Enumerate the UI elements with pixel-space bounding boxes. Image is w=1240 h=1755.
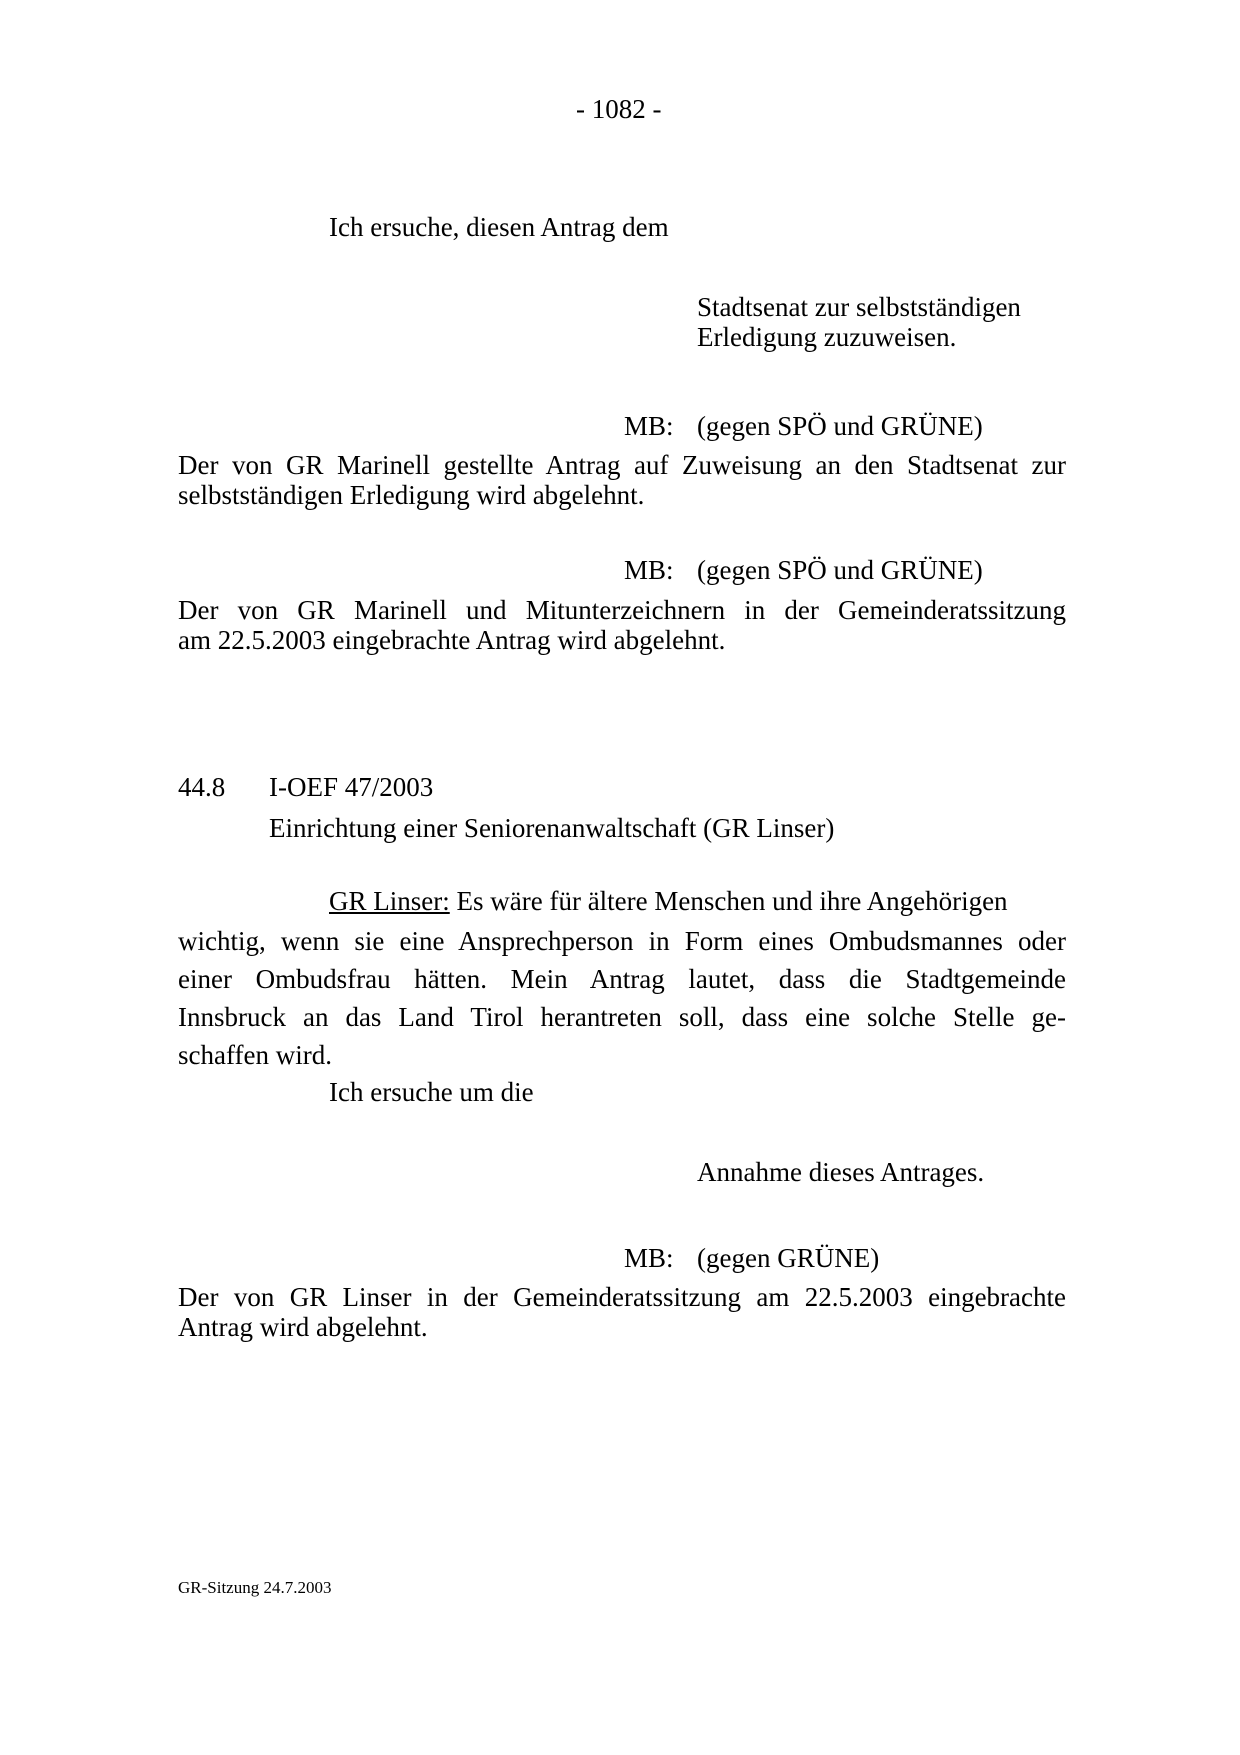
- request-intro-2: Ich ersuche um die: [329, 1077, 534, 1107]
- mb-value-2: (gegen SPÖ und GRÜNE): [697, 555, 983, 585]
- mb-label-1: MB:: [624, 411, 674, 441]
- mb-value-1: (gegen SPÖ und GRÜNE): [697, 411, 983, 441]
- speech-line-5: schaffen wird.: [178, 1040, 332, 1070]
- mb-value-3: (gegen GRÜNE): [697, 1243, 880, 1273]
- resolution-3: [178, 1282, 1066, 1342]
- mb-label-3: MB:: [624, 1243, 674, 1273]
- resolution-3-line-2: Antrag wird abgelehnt.: [178, 1312, 428, 1342]
- speech-line-3: einer Ombudsfrau hätten. Mein Antrag lautet, dass die Stadtgemeinde: [178, 964, 1066, 994]
- mb-label-2: MB:: [624, 555, 674, 585]
- speaker-name: GR Linser:: [329, 886, 450, 916]
- request-text-2: Annahme dieses Antrages.: [697, 1157, 985, 1187]
- resolution-2-line-1: Der von GR Marinell und Mitunterzeichnern in der Gemeinderatssitzung: [178, 595, 1066, 625]
- resolution-1-line-1: Der von GR Marinell gestellte Antrag auf Zuweisung an den Stadtsenat zur: [178, 450, 1066, 480]
- speech-line-4: Innsbruck an das Land Tirol herantreten soll, dass eine solche Stelle ge-: [178, 1002, 1066, 1032]
- footer-session-date: GR-Sitzung 24.7.2003: [178, 1578, 332, 1597]
- speech-body: [178, 922, 1066, 1074]
- speech-first-line: [329, 886, 1008, 916]
- resolution-2-line-2: am 22.5.2003 eingebrachte Antrag wird abgelehnt.: [178, 625, 726, 655]
- resolution-1: [178, 450, 1066, 510]
- page-number: - 1082 -: [576, 94, 662, 124]
- resolution-1-line-2: selbstständigen Erledigung wird abgelehnt.: [178, 480, 645, 510]
- item-number: 44.8: [178, 772, 226, 802]
- request-text-1b: Erledigung zuzuweisen.: [697, 322, 957, 352]
- resolution-2: [178, 595, 1066, 655]
- speech-line-2: wichtig, wenn sie eine Ansprechperson in Form eines Ombudsmannes oder: [178, 926, 1066, 956]
- item-title: Einrichtung einer Seniorenanwaltschaft (GR Linser): [269, 813, 835, 843]
- resolution-3-line-1: Der von GR Linser in der Gemeinderatssitzung am 22.5.2003 eingebrachte: [178, 1282, 1066, 1312]
- request-text-1a: Stadtsenat zur selbstständigen: [697, 292, 1021, 322]
- speech-line-1: Es wäre für ältere Menschen und ihre Angehörigen: [449, 886, 1008, 916]
- item-reference: I-OEF 47/2003: [269, 772, 434, 802]
- request-intro-1: Ich ersuche, diesen Antrag dem: [329, 212, 669, 242]
